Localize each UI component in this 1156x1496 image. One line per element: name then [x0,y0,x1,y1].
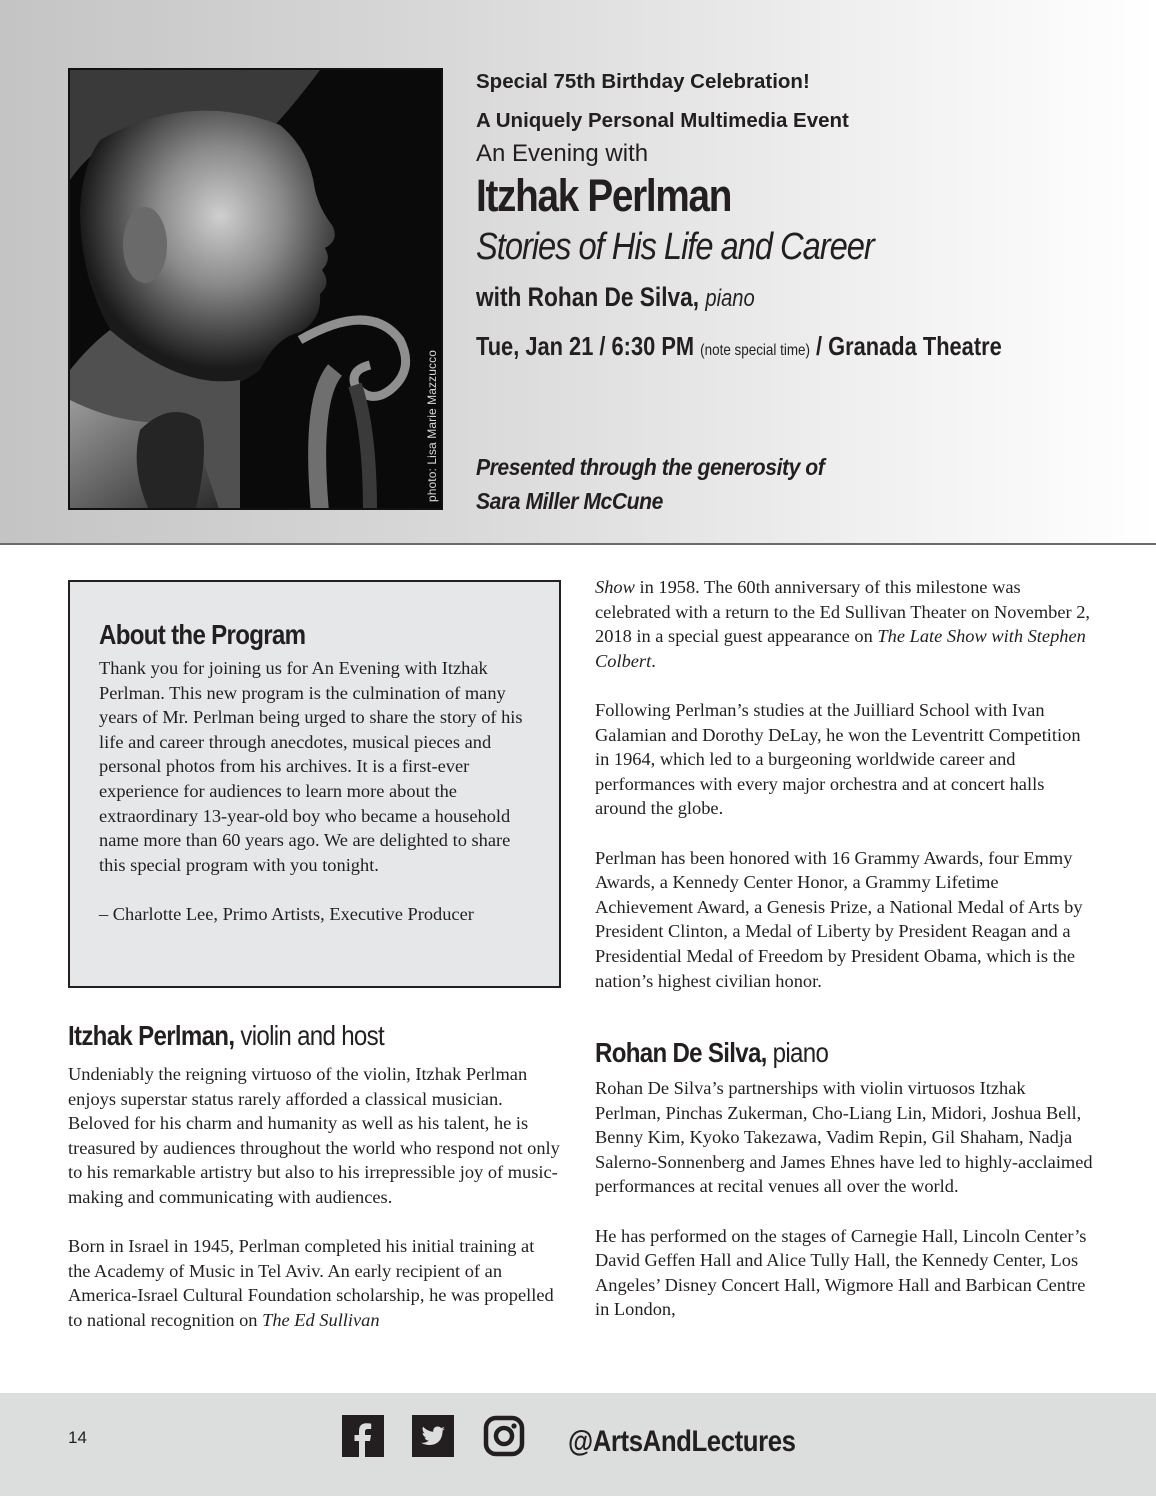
footer [0,1393,1156,1496]
desilva-para-1: Rohan De Silva’s partnerships with violin virtuosos Itzhak Perlman, Pinchas Zukerman, Cho-Liang Lin, Midori, Joshua Bell, Benny Kim, Kyoko Takezawa, Vadim Repin, Gil Shaham, Nadja Salerno-Sonnenberg and James Ehnes have led to highly-acclaimed performances at recital venues all over the world. [595,1078,1093,1197]
desilva-para-2: He has performed on the stages of Carnegie Hall, Lincoln Center’s David Geffen Hall and Alice Tully Hall, the Kennedy Center, Los Angeles’ Disney Concert Hall, Wigmore Hall and Barbican Centre in London, [595,1225,1087,1320]
perlman-continuation [595,575,1095,673]
about-body [99,656,531,927]
facebook-icon[interactable] [342,1415,384,1457]
late-show-title: The Late Show with Stephen Colbert [595,626,1086,671]
date-line [476,324,1030,373]
desilva-role: piano [772,1037,829,1068]
perlman-heading [68,1016,492,1056]
tagline-2: A Uniquely Personal Multimedia Event [476,109,849,132]
perlman-bio-continued [595,575,1095,993]
sponsor-credit [476,450,824,518]
perlman-para-2-text: Born in Israel in 1945, Perlman completed his initial training at the Academy of Music in Tel Aviv. An early recipient of an America-Israel Cultural Foundation scholarship, he was propelled to national recognition on [68,1236,554,1330]
ed-sullivan-title: The Ed Sullivan [262,1309,380,1330]
presented-line-2: Sara Miller McCune [476,488,663,514]
artist-name: Itzhak Perlman [476,170,732,221]
date-time: Tue, Jan 21 / 6:30 PM [476,331,695,361]
desilva-body [595,1076,1095,1322]
about-signature: – Charlotte Lee, Primo Artists, Executive Producer [99,903,474,924]
perlman-body [68,1062,561,1333]
perlman-name: Itzhak Perlman, [68,1020,235,1051]
about-program-box [68,580,561,988]
header-band [0,0,1156,545]
perlman-para-3: Following Perlman’s studies at the Juilliard School with Ivan Galamian and Dorothy DeLay, he won the Leventritt Competition in 1964, which led to a burgeoning worldwide career and performances with every major orchestra and at concert halls around the globe. [595,699,1081,819]
perlman-para-1: Undeniably the reigning virtuoso of the violin, Itzhak Perlman enjoys superstar status rarely afforded a classical musician. Beloved for his charm and humanity as well as his talent, he is treasured by audiences throughout the world who respond not only to his remarkable artistry but also to his irrepressible joy of music-making and communicating with audiences. [68,1064,560,1207]
perlman-bio [68,1016,561,1333]
evening-with: An Evening with [476,140,649,167]
twitter-icon[interactable] [412,1415,454,1457]
photo-credit: photo: Lisa Marie Mazzucco [425,349,439,502]
artist-photo [68,68,443,510]
presented-line-1: Presented through the generosity of [476,454,825,480]
desilva-heading [595,1033,1025,1073]
venue: / Granada Theatre [816,331,1002,361]
continuation-text-1: in 1958. The 60th anniversary of this milestone was celebrated with a return to the Ed Sullivan Theater on November 2, 2018 in a special guest appearance on [595,577,1091,647]
page-number: 14 [68,1428,87,1447]
about-heading: About the Program [99,619,306,650]
desilva-name: Rohan De Silva, [595,1037,767,1068]
with-instrument: piano [705,285,755,312]
with-artist: with Rohan De Silva, [476,282,700,312]
about-paragraph: Thank you for joining us for An Evening with Itzhak Perlman. This new program is the culmination of many years of Mr. Perlman being urged to share the story of his life and career through anecdotes, musical pieces and personal photos from his archives. It is a first-ever experience for audiences to learn more about the extraordinary 13-year-old boy who became a household name more than 60 years ago. We are delighted to share this special program with you tonight. [99,658,523,875]
social-handle[interactable]: @ArtsAndLectures [568,1425,796,1458]
event-info [476,62,1136,373]
tagline-1: Special 75th Birthday Celebration! [476,70,810,93]
desilva-bio [595,1033,1095,1322]
continuation-text-2: . [651,650,656,671]
perlman-para-4: Perlman has been honored with 16 Grammy Awards, four Emmy Awards, a Kennedy Center Honor, a Grammy Lifetime Achievement Award, a Genesis Prize, a National Medal of Arts by President Clinton, a Medal of Liberty by President Reagan and a Presidential Medal of Freedom by President Obama, which is the nation’s highest civilian honor. [595,847,1083,991]
time-note: (note special time) [700,342,810,359]
perlman-body-cont [595,575,1095,993]
event-subtitle: Stories of His Life and Career [476,226,874,268]
perlman-para-2 [68,1234,561,1332]
instagram-icon[interactable] [483,1415,525,1457]
show-title: Show [595,577,635,597]
with-line [476,272,1030,324]
perlman-role: violin and host [240,1020,384,1051]
